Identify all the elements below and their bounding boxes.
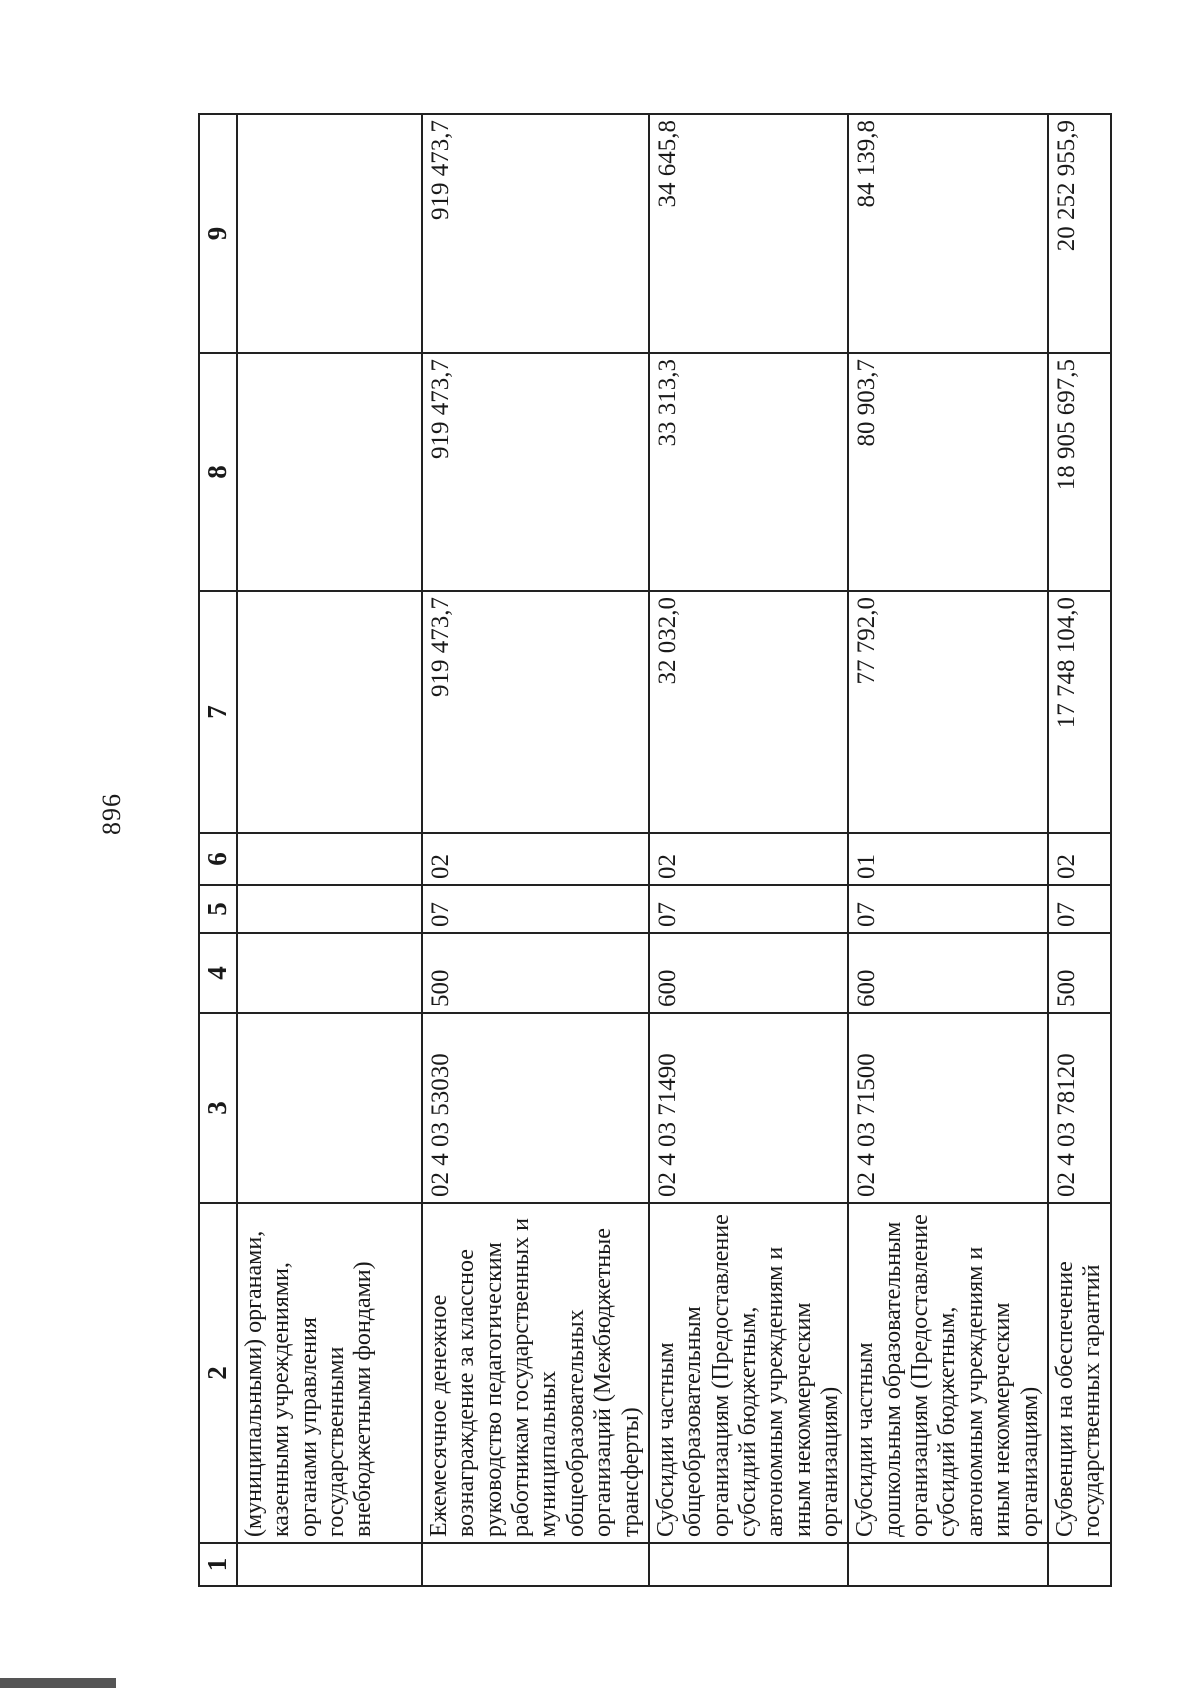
table-row bbox=[649, 114, 849, 1586]
header-col-7: 7 bbox=[199, 591, 237, 833]
header-col-8: 8 bbox=[199, 353, 237, 591]
row-number-cell bbox=[422, 1543, 649, 1586]
subsection-cell bbox=[237, 833, 422, 885]
table-row bbox=[237, 114, 422, 1586]
amount-year-2-cell bbox=[237, 353, 422, 591]
header-row bbox=[199, 114, 237, 1586]
amount-year-2-cell: 18 905 697,5 bbox=[1048, 353, 1111, 591]
item-name-cell: Субсидии частным дошкольным образовательным организациям (Предоставление субсидий бюджетным, автономным учреждениям и иным некоммерческим организациям) bbox=[848, 1203, 1048, 1543]
header-col-3: 3 bbox=[199, 1013, 237, 1203]
header-col-6: 6 bbox=[199, 833, 237, 885]
row-number-cell bbox=[237, 1543, 422, 1586]
amount-year-3-cell: 919 473,7 bbox=[422, 114, 649, 353]
table-row bbox=[848, 114, 1048, 1586]
target-article-cell: 02 4 03 71490 bbox=[649, 1013, 849, 1203]
subsection-cell: 02 bbox=[649, 833, 849, 885]
expense-type-cell: 600 bbox=[848, 933, 1048, 1013]
amount-year-2-cell: 33 313,3 bbox=[649, 353, 849, 591]
row-number-cell bbox=[1048, 1543, 1111, 1586]
item-name-cell: Ежемесячное денежное вознаграждение за классное руководство педагогическим работникам государственных и муниципальных общеобразовательных организаций (Межбюджетные трансферты) bbox=[422, 1203, 649, 1543]
expense-type-cell: 500 bbox=[422, 933, 649, 1013]
target-article-cell bbox=[237, 1013, 422, 1203]
amount-year-2-cell: 80 903,7 bbox=[848, 353, 1048, 591]
amount-year-3-cell bbox=[237, 114, 422, 353]
amount-year-1-cell: 77 792,0 bbox=[848, 591, 1048, 833]
table-row bbox=[1048, 114, 1111, 1586]
section-cell: 07 bbox=[848, 885, 1048, 933]
header-col-1: 1 bbox=[199, 1543, 237, 1586]
amount-year-3-cell: 20 252 955,9 bbox=[1048, 114, 1111, 353]
section-cell: 07 bbox=[1048, 885, 1111, 933]
amount-year-1-cell: 17 748 104,0 bbox=[1048, 591, 1111, 833]
amount-year-2-cell: 919 473,7 bbox=[422, 353, 649, 591]
amount-year-3-cell: 84 139,8 bbox=[848, 114, 1048, 353]
scan-edge-mark bbox=[0, 1678, 116, 1688]
header-col-4: 4 bbox=[199, 933, 237, 1013]
table-row bbox=[422, 114, 649, 1586]
expense-type-cell bbox=[237, 933, 422, 1013]
target-article-cell: 02 4 03 53030 bbox=[422, 1013, 649, 1203]
section-cell bbox=[237, 885, 422, 933]
amount-year-1-cell bbox=[237, 591, 422, 833]
target-article-cell: 02 4 03 78120 bbox=[1048, 1013, 1111, 1203]
budget-table bbox=[198, 113, 1112, 1587]
item-name-cell: Субсидии частным общеобразовательным организациям (Предоставление субсидий бюджетным, автономным учреждениям и иным некоммерческим организациям) bbox=[649, 1203, 849, 1543]
item-name-cell: Субвенции на обеспечение государственных гарантий bbox=[1048, 1203, 1111, 1543]
header-col-5: 5 bbox=[199, 885, 237, 933]
page-number: 896 bbox=[97, 793, 126, 835]
item-name-cell: (муниципальными) органами, казенными учреждениями, органами управления государственными внебюджетными фондами) bbox=[237, 1203, 422, 1543]
row-number-cell bbox=[649, 1543, 849, 1586]
section-cell: 07 bbox=[649, 885, 849, 933]
subsection-cell: 01 bbox=[848, 833, 1048, 885]
subsection-cell: 02 bbox=[422, 833, 649, 885]
row-number-cell bbox=[848, 1543, 1048, 1586]
budget-table-frame bbox=[198, 115, 1106, 1587]
target-article-cell: 02 4 03 71500 bbox=[848, 1013, 1048, 1203]
amount-year-1-cell: 32 032,0 bbox=[649, 591, 849, 833]
rotated-table-container bbox=[198, 115, 1106, 1587]
subsection-cell: 02 bbox=[1048, 833, 1111, 885]
expense-type-cell: 600 bbox=[649, 933, 849, 1013]
section-cell: 07 bbox=[422, 885, 649, 933]
header-col-2: 2 bbox=[199, 1203, 237, 1543]
header-col-9: 9 bbox=[199, 114, 237, 353]
amount-year-3-cell: 34 645,8 bbox=[649, 114, 849, 353]
amount-year-1-cell: 919 473,7 bbox=[422, 591, 649, 833]
expense-type-cell: 500 bbox=[1048, 933, 1111, 1013]
